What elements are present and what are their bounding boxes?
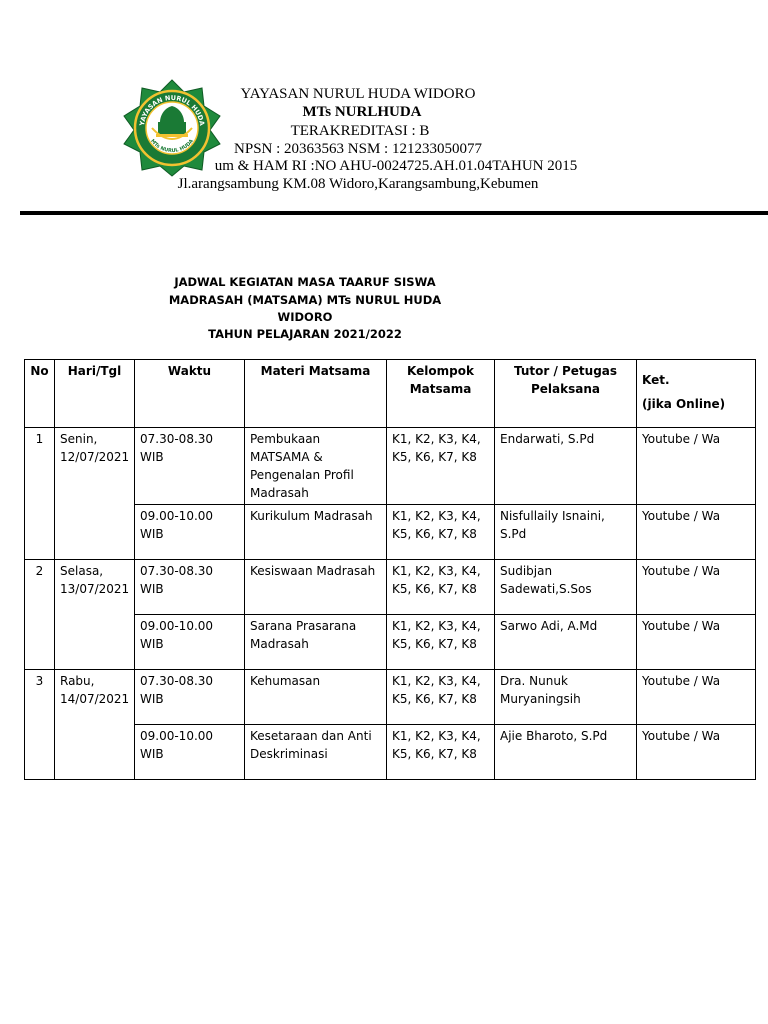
row-day: Selasa, 13/07/2021 [55,560,135,670]
row-time: 07.30-08.30 WIB [135,560,245,615]
row-time: 09.00-10.00 WIB [135,615,245,670]
row-no: 3 [25,670,55,780]
row-tutor: Dra. Nunuk Muryaningsih [495,670,637,725]
header-divider [20,211,768,215]
logo-outer-text: YAYASAN NURUL HUDA [138,93,206,127]
row-material: Pembukaan MATSAMA & Pengenalan Profil Madrasah [245,428,387,505]
row-time: 09.00-10.00 WIB [135,505,245,560]
row-note: Youtube / Wa [637,505,756,560]
col-header-tutor: Tutor / Petugas Pelaksana [495,360,637,428]
logo-inner-text: MTs NURUL HUDA [149,138,195,155]
row-group: K1, K2, K3, K4, K5, K6, K7, K8 [387,560,495,615]
doc-title-line-1: JADWAL KEGIATAN MASA TAARUF SISWA [174,275,436,289]
table-header-row [25,360,756,428]
col-header-no: No [25,360,55,428]
doc-title-line-4: TAHUN PELAJARAN 2021/2022 [208,327,402,341]
row-no: 1 [25,428,55,560]
row-note: Youtube / Wa [637,428,756,505]
row-tutor: Sudibjan Sadewati,S.Sos [495,560,637,615]
col-header-time: Waktu [135,360,245,428]
row-material: Kesetaraan dan Anti Deskriminasi [245,725,387,780]
row-time: 07.30-08.30 WIB [135,428,245,505]
row-time: 07.30-08.30 WIB [135,670,245,725]
col-header-group: Kelompok Matsama [387,360,495,428]
school-address: Jl.arangsambung KM.08 Widoro,Karangsambung,Kebumen [177,176,539,192]
accreditation: TERAKREDITASI : B [290,123,430,139]
col-header-note [637,360,756,428]
row-note: Youtube / Wa [637,560,756,615]
table-row [25,615,756,670]
table-row [25,505,756,560]
col-header-day: Hari/Tgl [55,360,135,428]
row-day: Rabu, 14/07/2021 [55,670,135,780]
row-no: 2 [25,560,55,670]
table-row [25,725,756,780]
school-name: MTs NURLHUDA [302,104,422,120]
col-header-material: Materi Matsama [245,360,387,428]
doc-title-line-2: MADRASAH (MATSAMA) MTs NURUL HUDA [168,293,442,307]
row-time: 09.00-10.00 WIB [135,725,245,780]
row-tutor: Ajie Bharoto, S.Pd [495,725,637,780]
row-material: Sarana Prasarana Madrasah [245,615,387,670]
table-row [25,670,756,725]
doc-title-line-3: WIDORO [277,310,333,324]
row-group: K1, K2, K3, K4, K5, K6, K7, K8 [387,725,495,780]
row-day: Senin, 12/07/2021 [55,428,135,560]
row-note: Youtube / Wa [637,725,756,780]
col-header-note-label: Ket. [642,373,670,387]
legal-registration: um & HAM RI :NO AHU-0024725.AH.01.04TAHUN 2015 [214,158,578,174]
table-row [25,428,756,505]
row-material: Kurikulum Madrasah [245,505,387,560]
col-header-note-sub: (jika Online) [642,397,726,411]
row-group: K1, K2, K3, K4, K5, K6, K7, K8 [387,505,495,560]
row-tutor: Nisfullaily Isnaini, S.Pd [495,505,637,560]
row-group: K1, K2, K3, K4, K5, K6, K7, K8 [387,670,495,725]
row-material: Kehumasan [245,670,387,725]
row-tutor: Endarwati, S.Pd [495,428,637,505]
foundation-name: YAYASAN NURUL HUDA WIDORO [240,86,476,102]
row-group: K1, K2, K3, K4, K5, K6, K7, K8 [387,428,495,505]
row-tutor: Sarwo Adi, A.Md [495,615,637,670]
row-note: Youtube / Wa [637,670,756,725]
row-note: Youtube / Wa [637,615,756,670]
row-material: Kesiswaan Madrasah [245,560,387,615]
row-group: K1, K2, K3, K4, K5, K6, K7, K8 [387,615,495,670]
npsn-nsm: NPSN : 20363563 NSM : 121233050077 [234,141,482,157]
schedule-table [24,359,756,780]
table-row [25,560,756,615]
